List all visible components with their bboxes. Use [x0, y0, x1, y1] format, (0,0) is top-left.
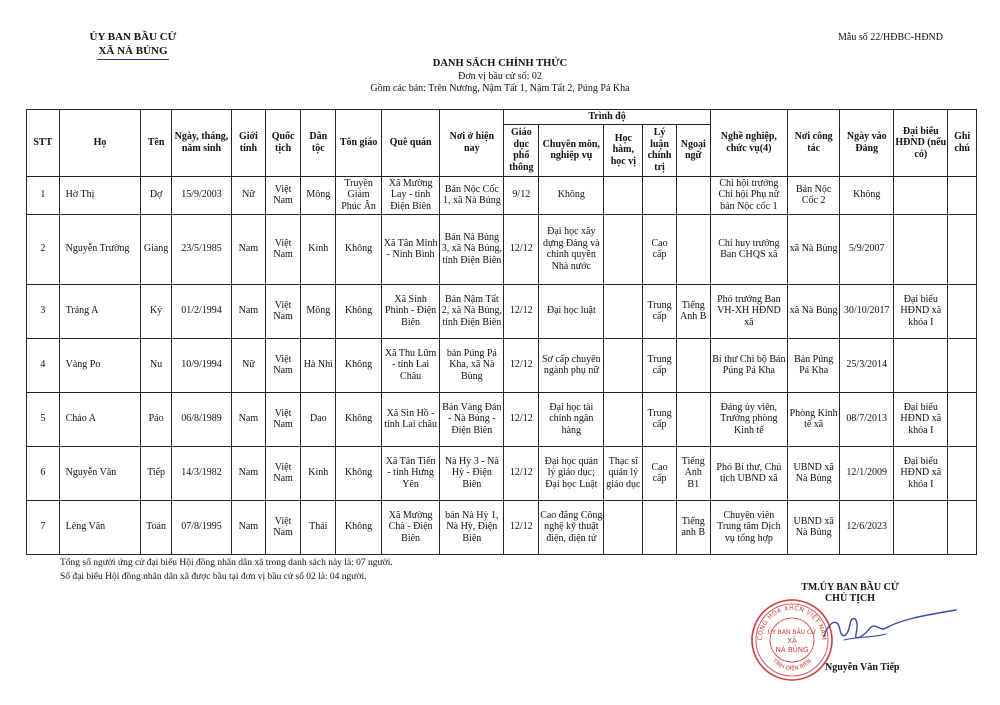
- cell-nghe-nghiep: Đảng ủy viên, Trưởng phòng Kinh tế: [710, 392, 788, 446]
- col-gdpt: Giáo dục phổ thông: [504, 124, 539, 176]
- cell-ten: Giang: [141, 214, 172, 284]
- cell-ghi-chu: [948, 284, 977, 338]
- cell-dai-bieu: Đại biểu HĐND xã khóa I: [894, 284, 948, 338]
- cell-gdpt: 9/12: [504, 176, 539, 214]
- candidate-table: [26, 109, 977, 555]
- seal-top-text: CỘNG HÒA XHCN VIỆT NAM: [756, 604, 828, 641]
- cell-quoc-tich: Việt Nam: [265, 176, 301, 214]
- cell-ten: Tiếp: [141, 446, 172, 500]
- cell-chuyen-mon: Đại học tài chính ngân hàng: [539, 392, 604, 446]
- cell-que-quan: Xã Tân Tiến - tỉnh Hưng Yên: [382, 446, 440, 500]
- col-nghe-nghiep: Nghề nghiệp, chức vụ(4): [710, 110, 788, 177]
- cell-gioi-tinh: Nam: [232, 500, 266, 554]
- cell-gdpt: 12/12: [504, 500, 539, 554]
- cell-ngay-vao-dang: Không: [840, 176, 894, 214]
- cell-que-quan: Xã Mường Chà - Điện Biên: [382, 500, 440, 554]
- cell-ten: Nu: [141, 338, 172, 392]
- cell-gdpt: 12/12: [504, 214, 539, 284]
- cell-ton-giao: Không: [336, 500, 382, 554]
- cell-que-quan: Xã Sính Phình - Điện Biên: [382, 284, 440, 338]
- cell-nghe-nghiep: Chuyên viên Trung tâm Dịch vụ tổng hợp: [710, 500, 788, 554]
- cell-gioi-tinh: Nam: [232, 284, 266, 338]
- cell-stt: 4: [27, 338, 60, 392]
- cell-ngay-sinh: 14/3/1982: [171, 446, 231, 500]
- col-group-trinh-do: Trình độ: [504, 110, 710, 125]
- handwritten-signature: [820, 606, 960, 648]
- cell-que-quan: Xã Thu Lũm - tỉnh Lai Châu: [382, 338, 440, 392]
- cell-quoc-tich: Việt Nam: [265, 500, 301, 554]
- cell-noi-cong-tac: Bản Púng Pá Kha: [788, 338, 840, 392]
- col-dai-bieu: Đại biểu HĐND (nếu có): [894, 110, 948, 177]
- cell-noi-o: Bản Nậm Tất 2, xã Nà Bủng, tỉnh Điện Biên: [440, 284, 504, 338]
- cell-gdpt: 12/12: [504, 284, 539, 338]
- cell-dan-toc: Kinh: [301, 214, 336, 284]
- cell-gioi-tinh: Nữ: [232, 338, 266, 392]
- cell-que-quan: Xã Mường Lay - tỉnh Điện Biên: [382, 176, 440, 214]
- cell-noi-o: Bản Nà Bủng 3, xã Nà Bủng, tỉnh Điện Biên: [440, 214, 504, 284]
- cell-stt: 6: [27, 446, 60, 500]
- cell-ho: Nguyễn Văn: [59, 446, 141, 500]
- cell-gioi-tinh: Nam: [232, 392, 266, 446]
- cell-hoc-ham: [604, 284, 643, 338]
- seal-center-line-1: ỦY BAN BẦU CỬ: [767, 629, 817, 636]
- table-row: [27, 338, 977, 392]
- cell-nghe-nghiep: Chi hội trưởng Chi hội Phụ nữ bản Nộc cốc 1: [710, 176, 788, 214]
- cell-gdpt: 12/12: [504, 392, 539, 446]
- cell-ngoai-ngu: [676, 338, 710, 392]
- signature-title-line-1: TM.ỦY BAN BẦU CỬ: [801, 582, 899, 593]
- col-chuyen-mon: Chuyên môn, nghiệp vụ: [539, 124, 604, 176]
- table-row: [27, 500, 977, 554]
- signature-title-line-2: CHỦ TỊCH: [824, 593, 876, 604]
- table-row: [27, 214, 977, 284]
- cell-noi-o: bản Nà Hỳ 1, Nà Hỳ, Điện Biên: [440, 500, 504, 554]
- cell-hoc-ham: [604, 338, 643, 392]
- cell-ho: Chảo A: [59, 392, 141, 446]
- cell-nghe-nghiep: Phó Bí thư, Chủ tịch UBND xã: [710, 446, 788, 500]
- cell-hoc-ham: [604, 500, 643, 554]
- col-ngoai-ngu: Ngoại ngữ: [676, 124, 710, 176]
- cell-noi-cong-tac: UBND xã Nà Bủng: [788, 500, 840, 554]
- cell-ho: Nguyễn Trường: [59, 214, 141, 284]
- cell-ngoai-ngu: [676, 176, 710, 214]
- cell-dan-toc: Kinh: [301, 446, 336, 500]
- table-row: [27, 176, 977, 214]
- cell-stt: 1: [27, 176, 60, 214]
- cell-noi-cong-tac: UBND xã Nà Bủng: [788, 446, 840, 500]
- cell-ngoai-ngu: [676, 392, 710, 446]
- document-title-block: [0, 58, 1000, 96]
- col-ly-luan: Lý luận chính trị: [643, 124, 677, 176]
- cell-ngoai-ngu: [676, 214, 710, 284]
- signer-name: Nguyễn Văn Tiếp: [825, 662, 900, 673]
- col-quoc-tich: Quốc tịch: [265, 110, 301, 177]
- cell-ghi-chu: [948, 392, 977, 446]
- table-row: [27, 446, 977, 500]
- cell-nghe-nghiep: Phó trưởng Ban VH-XH HĐND xã: [710, 284, 788, 338]
- cell-ho: Lèng Văn: [59, 500, 141, 554]
- col-stt: STT: [27, 110, 60, 177]
- cell-ton-giao: Không: [336, 214, 382, 284]
- cell-ho: Hờ Thị: [59, 176, 141, 214]
- svg-text:TỈNH ĐIỆN BIÊN: [770, 658, 813, 672]
- cell-noi-o: Bản Nộc Cốc 1, xã Nà Bủng: [440, 176, 504, 214]
- document-title: DANH SÁCH CHÍNH THỨC: [432, 58, 568, 69]
- cell-dan-toc: Hà Nhì: [301, 338, 336, 392]
- cell-ly-luan: [643, 500, 677, 554]
- cell-ly-luan: Cao cấp: [643, 446, 677, 500]
- col-hoc-ham: Học hàm, học vị: [604, 124, 643, 176]
- cell-hoc-ham: Thạc sĩ quản lý giáo dục: [604, 446, 643, 500]
- cell-dan-toc: Mông: [301, 176, 336, 214]
- cell-ten: Páo: [141, 392, 172, 446]
- cell-que-quan: Xã Tân Minh - Ninh Bình: [382, 214, 440, 284]
- cell-hoc-ham: [604, 176, 643, 214]
- cell-quoc-tich: Việt Nam: [265, 392, 301, 446]
- cell-ngoai-ngu: Tiếng Anh B1: [676, 446, 710, 500]
- summary-seats: Số đại biểu Hội đồng nhân dân xã được bầu tại đơn vị bầu cử số 02 là: 04 người.: [60, 572, 367, 582]
- cell-ghi-chu: [948, 176, 977, 214]
- cell-ten: Ký: [141, 284, 172, 338]
- col-ten: Tên: [141, 110, 172, 177]
- seal-bottom-text: TỈNH ĐIỆN BIÊN: [770, 658, 814, 673]
- cell-quoc-tich: Việt Nam: [265, 284, 301, 338]
- cell-quoc-tich: Việt Nam: [265, 338, 301, 392]
- cell-ho: Vàng Po: [59, 338, 141, 392]
- col-ghi-chu: Ghi chú: [948, 110, 977, 177]
- cell-ngay-vao-dang: 12/1/2009: [840, 446, 894, 500]
- cell-gdpt: 12/12: [504, 338, 539, 392]
- summary-notes: [60, 556, 393, 584]
- col-ho: Họ: [59, 110, 141, 177]
- cell-dai-bieu: Đại biểu HĐND xã khóa I: [894, 446, 948, 500]
- cell-ton-giao: Không: [336, 284, 382, 338]
- table-row: [27, 392, 977, 446]
- cell-ton-giao: Truyền Giảm Phúc Ân: [336, 176, 382, 214]
- cell-gdpt: 12/12: [504, 446, 539, 500]
- cell-dai-bieu: [894, 214, 948, 284]
- cell-ly-luan: Cao cấp: [643, 214, 677, 284]
- issuing-authority: [78, 30, 188, 60]
- cell-ngay-sinh: 01/2/1994: [171, 284, 231, 338]
- authority-line-2: XÃ NÀ BỦNG: [98, 45, 168, 57]
- col-ngay-sinh: Ngày, tháng, năm sinh: [171, 110, 231, 177]
- cell-ngay-vao-dang: 30/10/2017: [840, 284, 894, 338]
- cell-dan-toc: Thái: [301, 500, 336, 554]
- authority-line-1: ỦY BAN BẦU CỬ: [89, 31, 177, 43]
- summary-total-candidates: Tổng số người ứng cử đại biểu Hội đồng nhân dân xã trong danh sách này là: 07 người.: [60, 558, 393, 568]
- cell-ngay-sinh: 15/9/2003: [171, 176, 231, 214]
- cell-noi-cong-tac: Phòng Kinh tế xã: [788, 392, 840, 446]
- cell-noi-cong-tac: xã Nà Bủng: [788, 214, 840, 284]
- col-noi-o: Nơi ở hiện nay: [440, 110, 504, 177]
- cell-chuyen-mon: Đại học quản lý giáo dục; Đại học Luật: [539, 446, 604, 500]
- cell-noi-o: bản Púng Pá Kha, xã Nà Bủng: [440, 338, 504, 392]
- cell-nghe-nghiep: Bí thư Chi bộ Bản Púng Pá Kha: [710, 338, 788, 392]
- cell-ngay-sinh: 06/8/1989: [171, 392, 231, 446]
- col-noi-cong-tac: Nơi công tác: [788, 110, 840, 177]
- cell-ngoai-ngu: Tiếng Anh B: [676, 284, 710, 338]
- cell-chuyen-mon: Không: [539, 176, 604, 214]
- cell-ghi-chu: [948, 214, 977, 284]
- cell-stt: 5: [27, 392, 60, 446]
- cell-quoc-tich: Việt Nam: [265, 446, 301, 500]
- cell-ly-luan: Trung cấp: [643, 392, 677, 446]
- cell-ghi-chu: [948, 446, 977, 500]
- cell-ngay-vao-dang: 08/7/2013: [840, 392, 894, 446]
- cell-dai-bieu: [894, 338, 948, 392]
- cell-noi-cong-tac: Bản Nộc Cốc 2: [788, 176, 840, 214]
- form-number: Mẫu số 22/HĐBC-HĐND: [838, 32, 943, 43]
- col-ton-giao: Tôn giáo: [336, 110, 382, 177]
- cell-quoc-tich: Việt Nam: [265, 214, 301, 284]
- cell-ton-giao: Không: [336, 338, 382, 392]
- cell-noi-o: Bản Vàng Đán - Nà Bủng - Điện Biên: [440, 392, 504, 446]
- cell-ngay-sinh: 07/8/1995: [171, 500, 231, 554]
- cell-stt: 7: [27, 500, 60, 554]
- villages-list: Gồm các bản: Trên Nương, Nậm Tất 1, Nậm Tất 2, Púng Pá Kha: [370, 83, 630, 94]
- cell-ly-luan: [643, 176, 677, 214]
- cell-ton-giao: Không: [336, 446, 382, 500]
- cell-noi-cong-tac: xã Nà Bủng: [788, 284, 840, 338]
- cell-hoc-ham: [604, 214, 643, 284]
- cell-ngay-sinh: 23/5/1985: [171, 214, 231, 284]
- cell-ghi-chu: [948, 500, 977, 554]
- cell-ghi-chu: [948, 338, 977, 392]
- cell-dai-bieu: [894, 500, 948, 554]
- seal-center-line-2: XÃ: [787, 637, 797, 645]
- cell-noi-o: Nà Hỳ 3 - Nà Hỳ - Điện Biên: [440, 446, 504, 500]
- cell-chuyen-mon: Đại học luật: [539, 284, 604, 338]
- cell-chuyen-mon: Sơ cấp chuyên ngành phụ nữ: [539, 338, 604, 392]
- cell-dai-bieu: [894, 176, 948, 214]
- cell-dai-bieu: Đại biểu HĐND xã khóa I: [894, 392, 948, 446]
- cell-dan-toc: Dao: [301, 392, 336, 446]
- cell-stt: 3: [27, 284, 60, 338]
- col-gioi-tinh: Giới tính: [232, 110, 266, 177]
- cell-ngoai-ngu: Tiếng anh B: [676, 500, 710, 554]
- cell-dan-toc: Mông: [301, 284, 336, 338]
- col-ngay-vao-dang: Ngày vào Đảng: [840, 110, 894, 177]
- seal-center-line-3: NÀ BỦNG: [775, 646, 809, 654]
- cell-ton-giao: Không: [336, 392, 382, 446]
- cell-que-quan: Xã Sìn Hồ - tỉnh Lai châu: [382, 392, 440, 446]
- cell-ngay-vao-dang: 12/6/2023: [840, 500, 894, 554]
- cell-chuyen-mon: Cao đẳng Công nghệ kỹ thuật điện, điện tử: [539, 500, 604, 554]
- cell-gioi-tinh: Nam: [232, 214, 266, 284]
- col-que-quan: Quê quán: [382, 110, 440, 177]
- cell-ly-luan: Trung cấp: [643, 284, 677, 338]
- cell-gioi-tinh: Nam: [232, 446, 266, 500]
- cell-nghe-nghiep: Chỉ huy trưởng Ban CHQS xã: [710, 214, 788, 284]
- cell-hoc-ham: [604, 392, 643, 446]
- cell-ngay-vao-dang: 5/9/2007: [840, 214, 894, 284]
- cell-ngay-vao-dang: 25/3/2014: [840, 338, 894, 392]
- cell-stt: 2: [27, 214, 60, 284]
- cell-ly-luan: Trung cấp: [643, 338, 677, 392]
- table-row: [27, 284, 977, 338]
- col-dan-toc: Dân tộc: [301, 110, 336, 177]
- cell-ngay-sinh: 10/9/1994: [171, 338, 231, 392]
- cell-chuyen-mon: Đại học xây dựng Đảng và chính quyền Nhà nước: [539, 214, 604, 284]
- cell-gioi-tinh: Nữ: [232, 176, 266, 214]
- cell-ten: Toản: [141, 500, 172, 554]
- cell-ten: Dợ: [141, 176, 172, 214]
- electoral-unit: Đơn vị bầu cử số: 02: [458, 70, 542, 82]
- cell-ho: Tráng A: [59, 284, 141, 338]
